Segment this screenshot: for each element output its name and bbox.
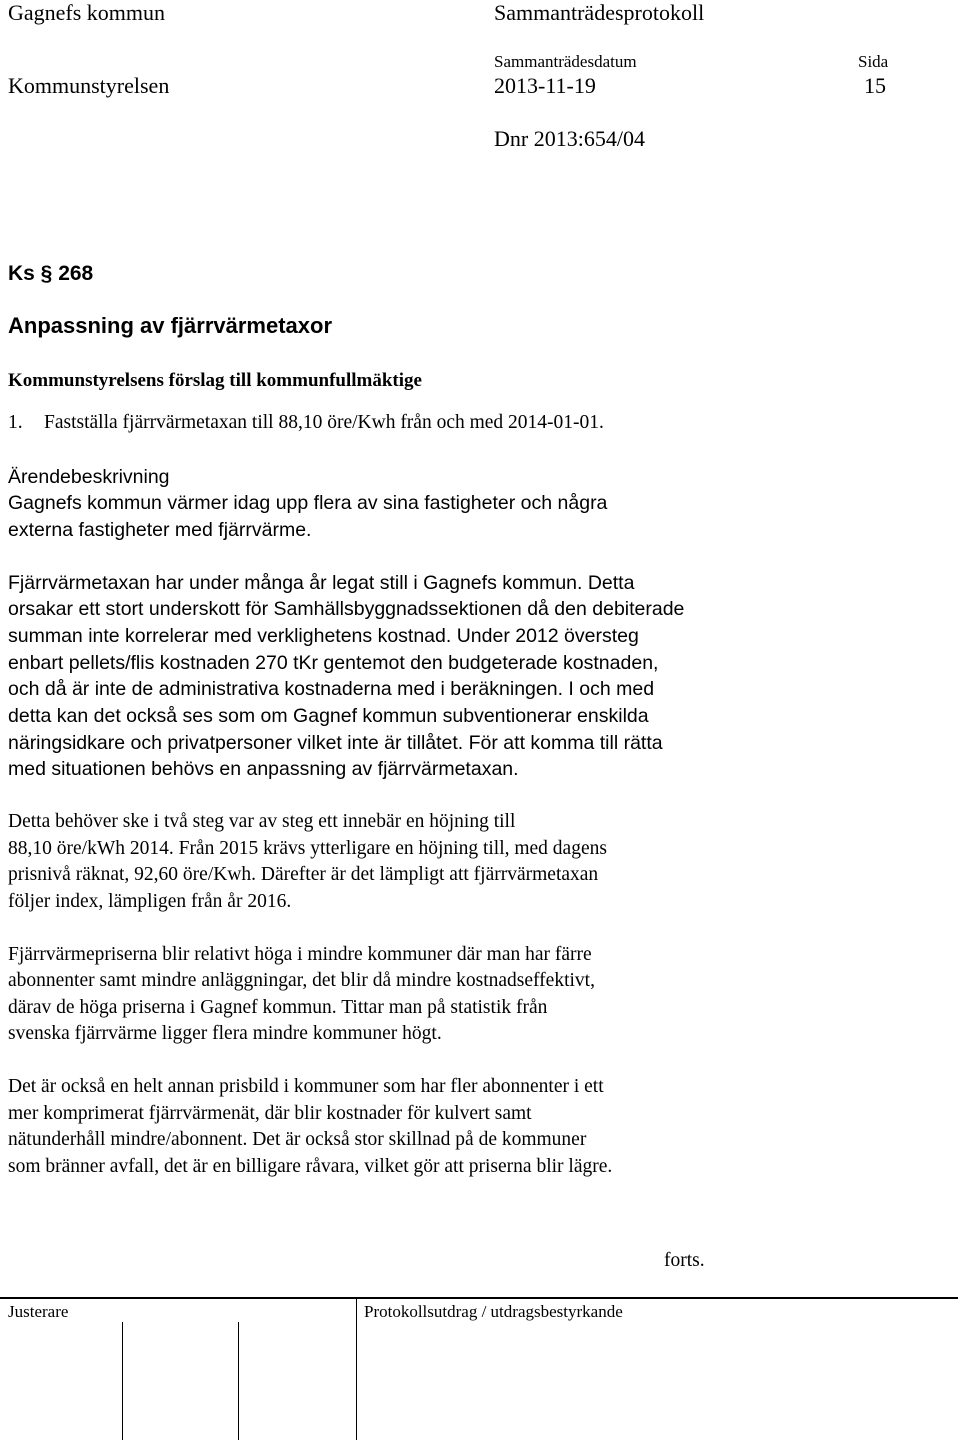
proposal-text: Fastställa fjärrvärmetaxan till 88,10 öre/Kwh från och med 2014-01-01. — [44, 412, 604, 433]
intro-line: externa fastigheter med fjärrvärme. — [8, 519, 312, 541]
description-heading: Ärendebeskrivning — [8, 466, 170, 488]
paragraph-line: prisnivå räknat, 92,60 öre/Kwh. Därefter är det lämpligt att fjärrvärmetaxan — [8, 864, 599, 885]
paragraph-line: summan inte korrelerar med verklighetens kostnad. Under 2012 översteg — [8, 625, 639, 647]
paragraph-line: Det är också en helt annan prisbild i kommuner som har fler abonnenter i ett — [8, 1076, 604, 1097]
extract-label: Protokollsutdrag / utdragsbestyrkande — [364, 1302, 623, 1321]
footer-column-divider — [356, 1299, 357, 1440]
intro-line: Gagnefs kommun värmer idag upp flera av sina fastigheter och några — [8, 492, 608, 514]
page-number: 15 — [864, 73, 886, 98]
continued-note: forts. — [664, 1250, 705, 1271]
proposal-number: 1. — [8, 412, 23, 433]
paragraph-line: därav de höga priserna i Gagnef kommun. Tittar man på statistik från — [8, 997, 548, 1018]
paragraph-line: Fjärrvärmepriserna blir relativt höga i mindre kommuner där man har färre — [8, 944, 592, 965]
paragraph-line: Fjärrvärmetaxan har under många år legat still i Gagnefs kommun. Detta — [8, 572, 635, 594]
municipality-name: Gagnefs kommun — [8, 0, 166, 25]
paragraph-line: mer komprimerat fjärrvärmenät, där blir kostnader för kulvert samt — [8, 1103, 532, 1124]
adjusters-label: Justerare — [8, 1302, 69, 1321]
section-number: Ks § 268 — [8, 262, 94, 285]
document-type: Sammanträdesprotokoll — [494, 0, 705, 25]
page-label: Sida — [858, 52, 889, 71]
paragraph-line: följer index, lämpligen från år 2016. — [8, 891, 292, 912]
paragraph-line: svenska fjärrvärme ligger flera mindre kommuner högt. — [8, 1023, 442, 1044]
paragraph-line: och då är inte de administrativa kostnaderna med i beräkningen. I och med — [8, 678, 655, 700]
proposal-heading: Kommunstyrelsens förslag till kommunfullmäktige — [8, 370, 422, 391]
paragraph-line: 88,10 öre/kWh 2014. Från 2015 krävs ytterligare en höjning till, med dagens — [8, 838, 607, 859]
paragraph-line: abonnenter samt mindre anläggningar, det blir då mindre kostnadseffektivt, — [8, 970, 595, 991]
footer-top-rule — [0, 1297, 958, 1299]
diary-number: Dnr 2013:654/04 — [494, 126, 645, 151]
paragraph-line: Detta behöver ske i två steg var av steg ett innebär en höjning till — [8, 811, 516, 832]
paragraph-line: med situationen behövs en anpassning av fjärrvärmetaxan. — [8, 758, 519, 780]
meeting-date: 2013-11-19 — [494, 73, 596, 98]
paragraph-line: som bränner avfall, det är en billigare råvara, vilket gör att priserna blir lägre. — [8, 1156, 613, 1177]
paragraph-line: enbart pellets/flis kostnaden 270 tKr gentemot den budgeterade kostnaden, — [8, 652, 659, 674]
paragraph-line: orsakar ett stort underskott för Samhällsbyggnadssektionen då den debiterade — [8, 598, 685, 620]
paragraph-line: näringsidkare och privatpersoner vilket inte är tillåtet. För att komma till rätta — [8, 732, 663, 754]
item-title: Anpassning av fjärrvärmetaxor — [8, 313, 333, 338]
signature-box-divider — [122, 1322, 123, 1440]
signature-box-divider — [238, 1322, 239, 1440]
paragraph-line: nätunderhåll mindre/abonnent. Det är också stor skillnad på de kommuner — [8, 1129, 587, 1150]
paragraph-line: detta kan det också ses som om Gagnef kommun subventionerar enskilda — [8, 705, 649, 727]
meeting-date-label: Sammanträdesdatum — [494, 52, 637, 71]
body-name: Kommunstyrelsen — [8, 73, 170, 98]
